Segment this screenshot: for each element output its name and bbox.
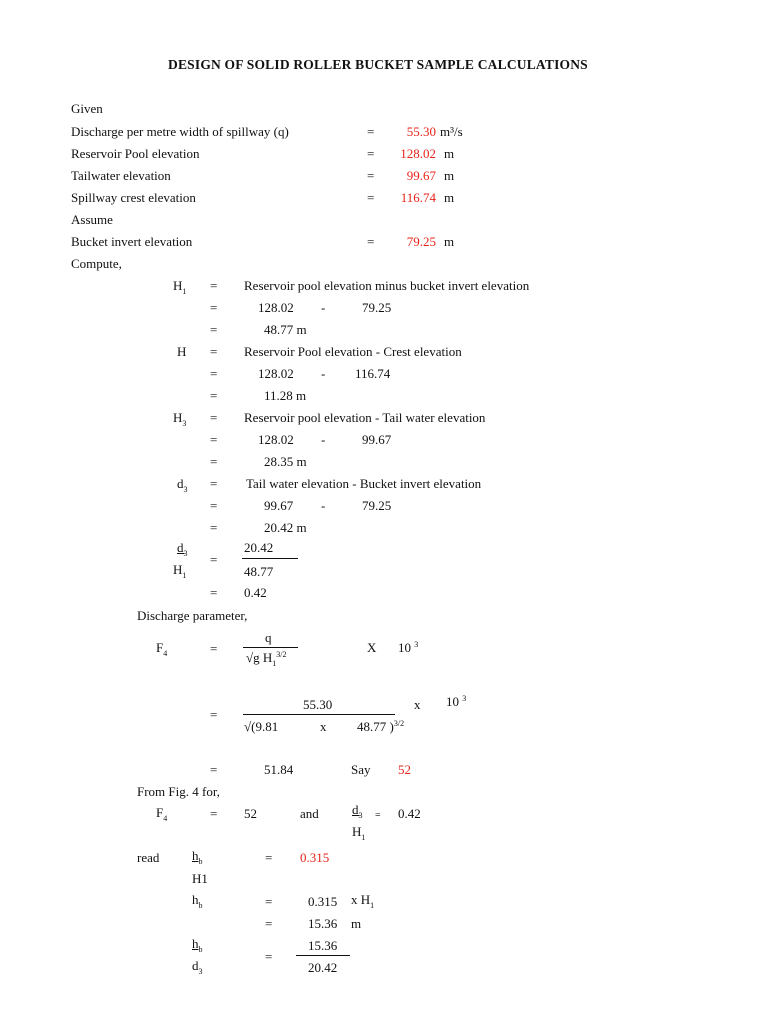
final-den: 20.42 xyxy=(308,960,338,975)
final-eq: = xyxy=(265,949,273,964)
calc2-eq: = xyxy=(265,916,273,931)
calc2-unit: m xyxy=(351,916,362,931)
h1-eq3: = xyxy=(210,322,218,337)
h-eq: = xyxy=(210,344,218,359)
assume-heading: Assume xyxy=(71,212,113,227)
h3-result: 28.35 m xyxy=(264,454,307,469)
h3-description: Reservoir pool elevation - Tail water elevation xyxy=(244,410,486,425)
f4-times: X xyxy=(367,640,377,655)
d3-symbol: $d_3$ xyxy=(177,476,188,494)
given-eq-discharge: = xyxy=(367,124,375,139)
read-h1-label: H1 xyxy=(192,871,208,886)
given-unit-discharge: m³/s xyxy=(440,124,463,139)
fig-h1-symbol: $H_1$ xyxy=(352,824,366,842)
page-title: DESIGN OF SOLID ROLLER BUCKET SAMPLE CALCULATIONS xyxy=(168,57,588,72)
h3-eq3: = xyxy=(210,454,218,469)
fig-f4-eq: = xyxy=(210,806,218,821)
f4-eq: = xyxy=(210,641,218,656)
final-hb-symbol: $h_b$ xyxy=(192,936,203,954)
ratio-fraction-line xyxy=(242,558,298,559)
ratio-eq2: = xyxy=(210,585,218,600)
d3-eq: = xyxy=(210,476,218,491)
h1-symbol: $H_1$ xyxy=(173,278,187,296)
fig-and: and xyxy=(300,806,319,821)
given-label-pool: Reservoir Pool elevation xyxy=(71,146,200,161)
h1-op: - xyxy=(321,300,326,315)
d3-op: - xyxy=(321,498,326,513)
f4-say-value: 52 xyxy=(398,762,411,777)
f4-sub-eq: = xyxy=(210,707,218,722)
read-value: 0.315 xyxy=(300,850,330,865)
h3-eq: = xyxy=(210,410,218,425)
final-num: 15.36 xyxy=(308,938,338,953)
calc-eq: = xyxy=(265,894,273,909)
read-label: read xyxy=(137,850,160,865)
f4-sub-den-x: x xyxy=(320,719,327,734)
compute-heading: Compute, xyxy=(71,256,122,271)
assume-label-bucket: Bucket invert elevation xyxy=(71,234,193,249)
calc-hb-symbol: $h_b$ xyxy=(192,892,203,910)
h-eq2: = xyxy=(210,366,218,381)
given-label-discharge: Discharge per metre width of spillway (q) xyxy=(71,124,289,139)
given-label-tailwater: Tailwater elevation xyxy=(71,168,171,183)
ratio-result: 0.42 xyxy=(244,585,267,600)
d3-b: 79.25 xyxy=(362,498,392,513)
discharge-heading: Discharge parameter, xyxy=(137,608,248,623)
f4-sub-fraction-line xyxy=(243,714,395,715)
given-value-pool: 128.02 xyxy=(400,146,436,161)
calc2-value: 15.36 xyxy=(308,916,338,931)
assume-unit-bucket: m xyxy=(444,234,455,249)
ratio-numerator-symbol: $d_3$ xyxy=(177,540,188,558)
h1-b: 79.25 xyxy=(362,300,392,315)
f4-den: √g $H_1^{3/2}$ xyxy=(246,650,287,668)
fig-f4-symbol: $F_4$ xyxy=(156,805,168,823)
d3-result: 20.42 m xyxy=(264,520,307,535)
given-unit-tailwater: m xyxy=(444,168,455,183)
given-heading: Given xyxy=(71,101,103,116)
given-eq-tailwater: = xyxy=(367,168,375,183)
read-hb-symbol: $h_b$ xyxy=(192,848,203,866)
d3-eq3: = xyxy=(210,520,218,535)
f4-say: Say xyxy=(351,762,371,777)
d3-a: 99.67 xyxy=(264,498,294,513)
h-description: Reservoir Pool elevation - Crest elevation xyxy=(244,344,462,359)
d3-eq2: = xyxy=(210,498,218,513)
h1-result: 48.77 m xyxy=(264,322,307,337)
given-label-crest: Spillway crest elevation xyxy=(71,190,196,205)
h3-op: - xyxy=(321,432,326,447)
f4-num: q xyxy=(265,630,272,645)
f4-sub-den-a: √(9.81 xyxy=(244,719,279,734)
h3-eq2: = xyxy=(210,432,218,447)
f4-sub-ten: 10 $^3$ xyxy=(446,694,467,709)
fig-f4-value: 52 xyxy=(244,806,257,821)
given-value-discharge: 55.30 xyxy=(406,124,436,139)
h-eq3: = xyxy=(210,388,218,403)
h1-a: 128.02 xyxy=(258,300,294,315)
h3-b: 99.67 xyxy=(362,432,392,447)
read-eq: = xyxy=(265,850,273,865)
h1-eq: = xyxy=(210,278,218,293)
h1-eq2: = xyxy=(210,300,218,315)
fig-d3-symbol: $d_3$ xyxy=(352,802,363,820)
h-symbol: H xyxy=(177,344,187,359)
f4-result: 51.84 xyxy=(264,762,294,777)
h-result: 11.28 m xyxy=(264,388,307,403)
calc-x: x $H_1$ xyxy=(351,892,375,910)
given-value-tailwater: 99.67 xyxy=(406,168,436,183)
h1-description: Reservoir pool elevation minus bucket invert elevation xyxy=(244,278,530,293)
h-a: 128.02 xyxy=(258,366,294,381)
f4-sub-num: 55.30 xyxy=(303,697,333,712)
f4-ten: 10 $^3$ xyxy=(398,640,419,655)
final-fraction-line xyxy=(296,955,350,956)
given-unit-crest: m xyxy=(444,190,455,205)
fig-d3-eq: = xyxy=(375,810,381,821)
given-unit-pool: m xyxy=(444,146,455,161)
final-d3-symbol: $d_3$ xyxy=(192,958,203,976)
d3-description: Tail water elevation - Bucket invert elevation xyxy=(246,476,482,491)
fig-d3-value: 0.42 xyxy=(398,806,421,821)
given-eq-pool: = xyxy=(367,146,375,161)
f4-fraction-line xyxy=(243,647,298,648)
f4-symbol: $F_4$ xyxy=(156,640,168,658)
h3-a: 128.02 xyxy=(258,432,294,447)
calc-a: 0.315 xyxy=(308,894,338,909)
h3-symbol: $H_3$ xyxy=(173,410,187,428)
ratio-eq: = xyxy=(210,552,218,567)
given-eq-crest: = xyxy=(367,190,375,205)
assume-value-bucket: 79.25 xyxy=(406,234,436,249)
f4-sub-den-b: 48.77 )$^{3/2}$ xyxy=(357,719,405,734)
fig-heading: From Fig. 4 for, xyxy=(137,784,220,799)
h-op: - xyxy=(321,366,326,381)
f4-result-eq: = xyxy=(210,762,218,777)
ratio-den: 48.77 xyxy=(244,564,274,579)
given-value-crest: 116.74 xyxy=(400,190,436,205)
h-b: 116.74 xyxy=(355,366,391,381)
f4-sub-times: x xyxy=(414,697,421,712)
ratio-denominator-symbol: $H_1$ xyxy=(173,562,187,580)
ratio-num: 20.42 xyxy=(244,540,274,555)
assume-eq-bucket: = xyxy=(367,234,375,249)
